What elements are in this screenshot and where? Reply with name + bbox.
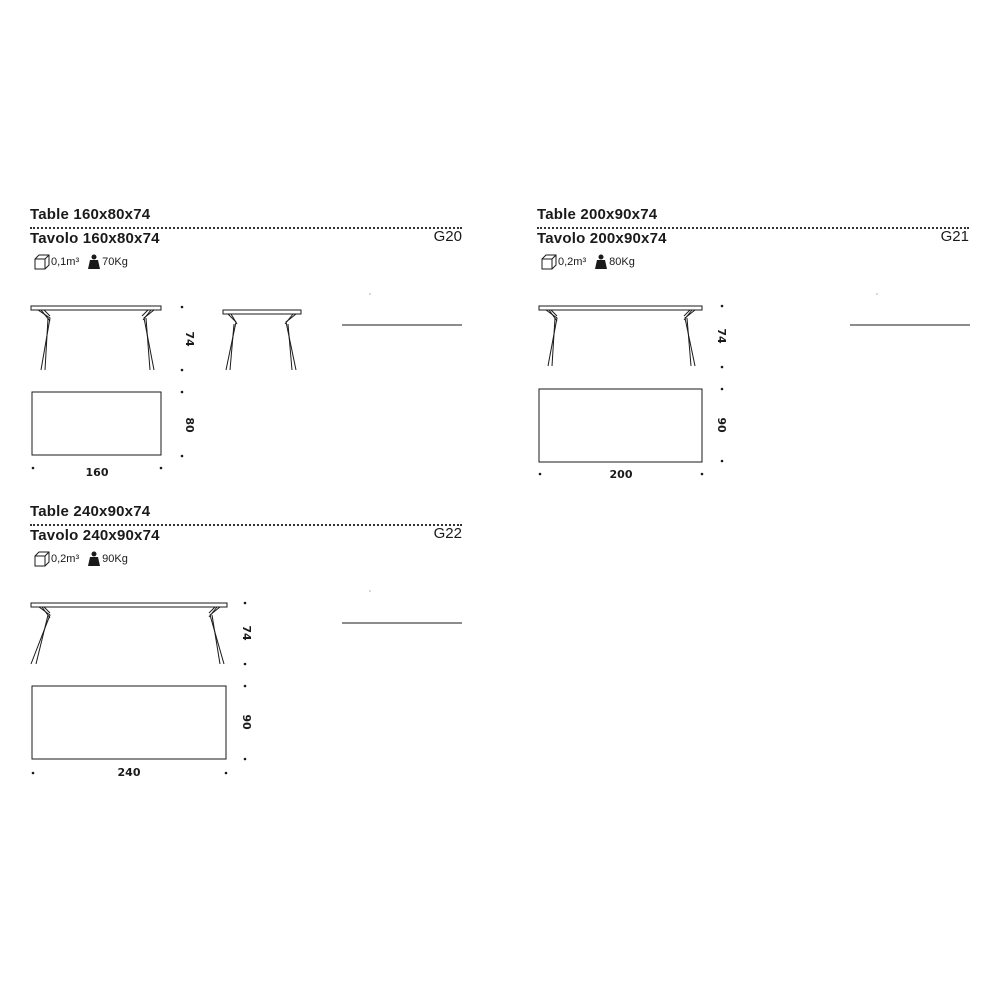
- product-block-g22: [30, 503, 464, 788]
- volume-value: 0,2m³: [558, 256, 587, 268]
- depth-dimension: 80: [183, 417, 196, 433]
- technical-drawing: [30, 503, 464, 788]
- table-top-plan: [32, 392, 161, 455]
- width-dimension: 200: [609, 468, 633, 481]
- product-title-en: Table 200x90x74: [537, 206, 658, 223]
- width-dimension: 160: [85, 466, 109, 479]
- height-dimension: 74: [240, 625, 253, 641]
- dimension-markers: [539, 305, 724, 476]
- table-front-view: [31, 603, 227, 664]
- table-top-plan: [539, 389, 702, 462]
- width-dimension: 240: [117, 766, 141, 779]
- depth-dimension: 90: [715, 417, 728, 433]
- product-title-en: Table 160x80x74: [30, 206, 151, 223]
- product-code: G22: [433, 525, 462, 542]
- table-front-view: [31, 306, 161, 370]
- product-block-g20: [30, 206, 464, 486]
- table-side-view: [223, 310, 301, 370]
- note-dot: [369, 590, 370, 591]
- product-title-en: Table 240x90x74: [30, 503, 151, 520]
- note-dot: [876, 293, 877, 294]
- product-title-it: Tavolo 200x90x74: [537, 230, 667, 247]
- technical-drawing: [30, 206, 464, 486]
- product-block-g21: [537, 206, 971, 486]
- technical-drawing: [537, 206, 971, 486]
- height-dimension: 74: [715, 328, 728, 344]
- product-title-it: Tavolo 240x90x74: [30, 527, 160, 544]
- volume-value: 0,1m³: [51, 256, 80, 268]
- weight-value: 70Kg: [102, 256, 128, 268]
- product-code: G21: [940, 228, 969, 245]
- volume-value: 0,2m³: [51, 553, 80, 565]
- height-dimension: 74: [183, 331, 196, 347]
- product-title-it: Tavolo 160x80x74: [30, 230, 160, 247]
- note-dot: [369, 293, 370, 294]
- weight-value: 90Kg: [102, 553, 128, 565]
- table-top-plan: [32, 686, 226, 759]
- depth-dimension: 90: [240, 714, 253, 730]
- table-front-view: [539, 306, 702, 366]
- product-code: G20: [433, 228, 462, 245]
- weight-value: 80Kg: [609, 256, 635, 268]
